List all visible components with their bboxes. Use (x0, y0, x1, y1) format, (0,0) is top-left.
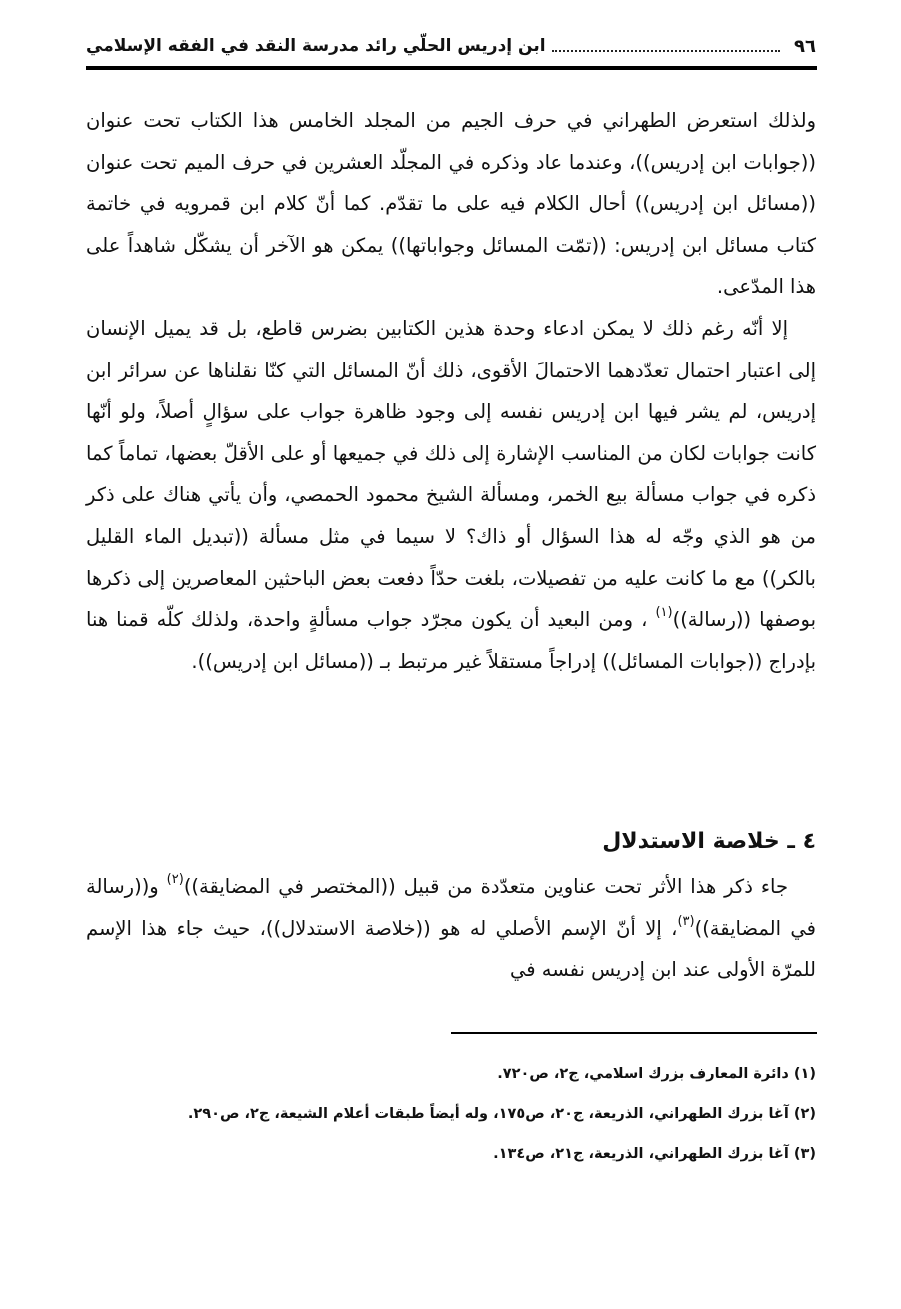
footnotes (86, 1054, 816, 1174)
main-text (86, 100, 816, 682)
footnote-separator (451, 1032, 817, 1034)
footnote-3: (٣) آغا بزرك الطهراني، الذريعة، ج٢١، ص١٣٤. (493, 1146, 816, 1162)
header-rule (86, 66, 817, 70)
footnote-ref-2[interactable]: (٢) (166, 872, 184, 887)
paragraph-2-text-b: ، ومن البعيد أن يكون مجرّد جواب مسألةٍ واحدة، ولذلك كلّه قمنا هنا بإدراج ((جوابات المسائل)) إدراجاً مستقلاً غير مرتبط بـ ((مسائل ابن إدريس)). (86, 608, 816, 673)
running-header (86, 28, 816, 64)
footnote-2: (٢) آغا بزرك الطهراني، الذريعة، ج٢٠، ص١٧٥، وله أيضاً طبقات أعلام الشيعة، ج٢، ص٢٩٠. (187, 1106, 816, 1122)
section-paragraph (86, 866, 816, 991)
section-paragraph-part-3: ، إلا أنّ الإسم الأصلي له هو ((خلاصة الاستدلال))، حيث جاء هذا الإسم للمرّة الأولى عند ابن إدريس نفسه في (86, 916, 816, 982)
page-number: ٩٦ (794, 35, 816, 57)
paragraph-2 (86, 308, 816, 682)
running-title: ابن إدريس الحلّي رائد مدرسة النقد في الفقه الإسلامي (86, 36, 546, 56)
section-paragraph-part-2: و((رسالة في المضايقة)) (86, 875, 817, 940)
leader-dots (552, 40, 780, 52)
footnote-1: (١) دائرة المعارف بزرك اسلامي، ج٢، ص٧٢٠. (497, 1066, 816, 1082)
paragraph-2-text-a: إلا أنّه رغم ذلك لا يمكن ادعاء وحدة هذين الكتابين بضرس قاطع، بل قد يميل الإنسان إلى اعتبار احتمال تعدّدهما الاحتمالَ الأقوى، ذلك أنّ المسائل التي كنّا نقلناها عن سرائر ابن إدريس، لم يشر فيها ابن إدريس نفسه إلى وجود ظاهرة جواب على سؤالٍ أصلاً، ولو أنّها كانت جوابات لكان من المناسب الإشارة إلى ذلك في جميعها أو على الأقلّ بعضها، تماماً كما ذكره في جواب مسألة بيع الخمر، ومسألة الشيخ محمود الحمصي، وأن يأتي هناك على ذكر من هو الذي وجّه له هذا السؤال أو ذاك؟ لا سيما في مثل مسألة ((تبديل الماء القليل بالكر)) مع ما كانت عليه من تفصيلات، بلغت حدّاً دفعت بعض الباحثين المعاصرين إلى ذكرها بوصفها ((رسالة)) (86, 316, 817, 632)
footnote-ref-1[interactable]: (١) (655, 605, 673, 621)
footnote-ref-3[interactable]: (٣) (677, 913, 695, 929)
section-text (86, 866, 816, 991)
section-paragraph-part-1: جاء ذكر هذا الأثر تحت عناوين متعدّدة من قبيل ((المختصر في المضايقة)) (183, 875, 788, 898)
paragraph-1: ولذلك استعرض الطهراني في حرف الجيم من المجلد الخامس هذا الكتاب تحت عنوان ((جوابات ابن إدريس))، وعندما عاد وذكره في المجلّد العشرين في حرف الميم تحت عنوان ((مسائل ابن إدريس)) أحال الكلام فيه على ما تقدّم. كما أنّ كلام ابن قمرويه في خاتمة كتاب مسائل ابن إدريس: ((تمّت المسائل وجواباتها)) يمكن هو الآخر أن يشكّل شاهداً على هذا المدّعى. (86, 109, 816, 299)
section-heading: ٤ ـ خلاصة الاستدلال (602, 829, 816, 854)
